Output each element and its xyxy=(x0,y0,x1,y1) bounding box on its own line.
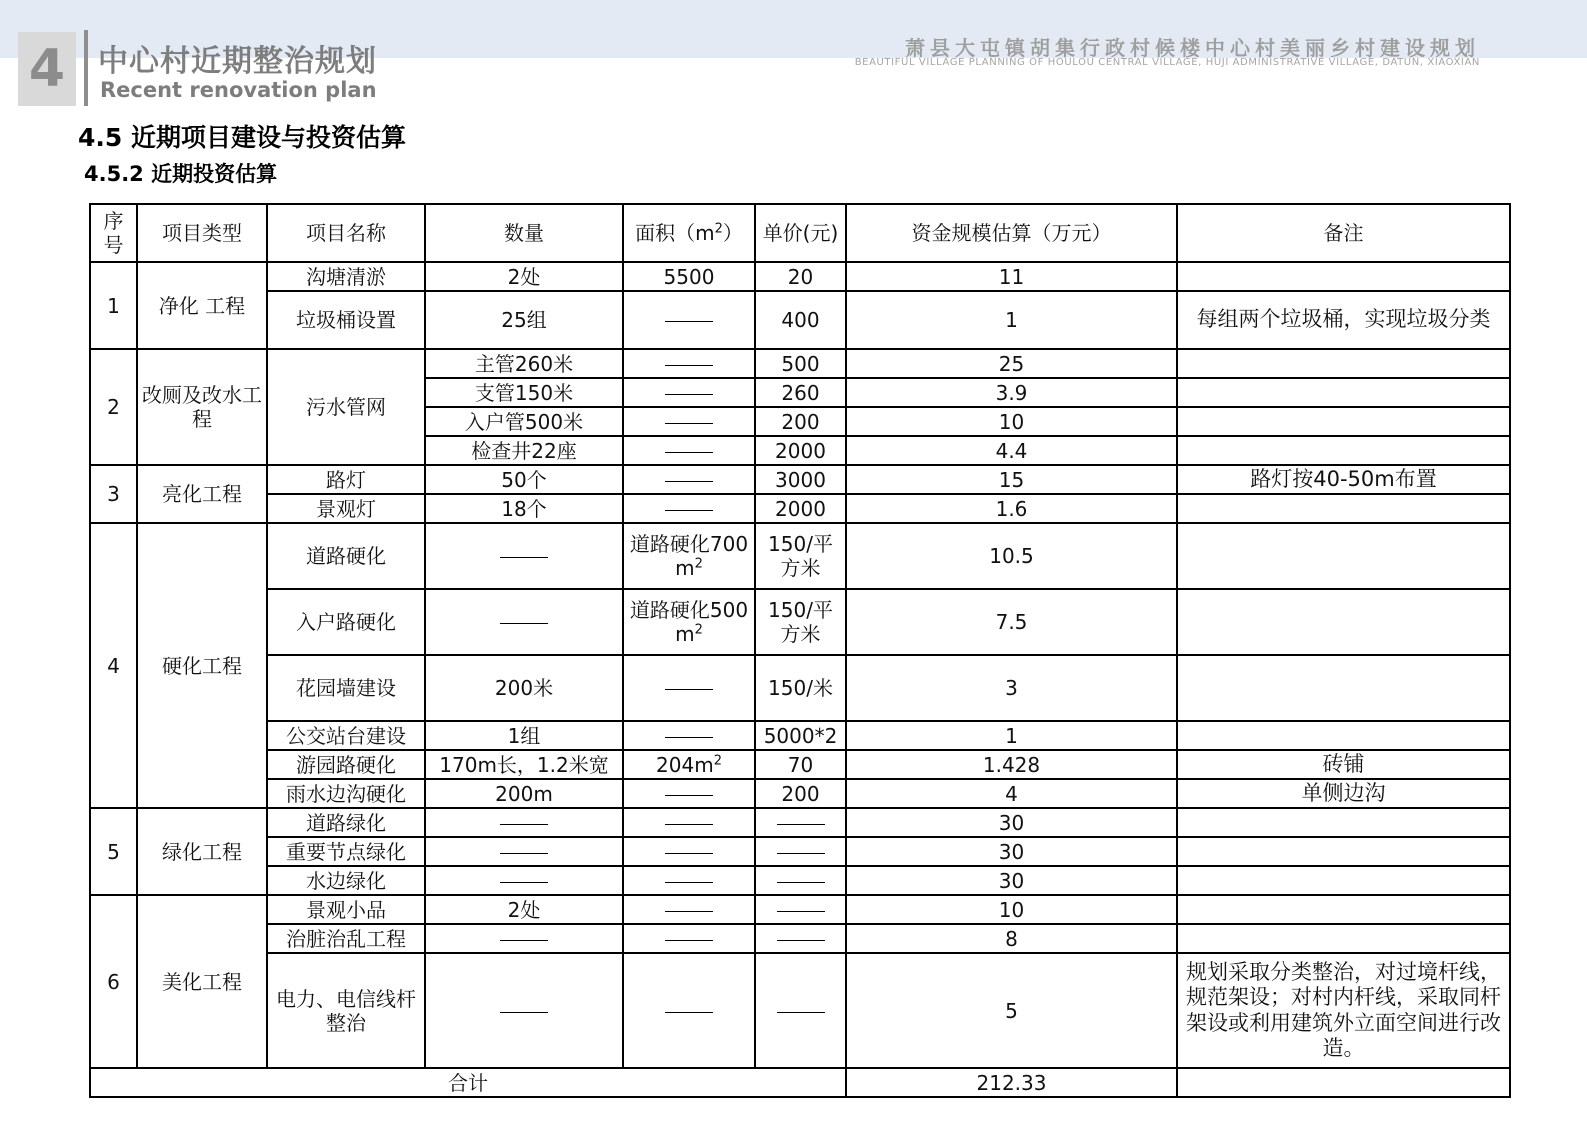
cell-fund: 5 xyxy=(846,953,1177,1068)
header-note: 备注 xyxy=(1177,204,1510,262)
cell-area-text xyxy=(665,381,713,405)
cell-note xyxy=(1177,837,1510,866)
cell-area-text xyxy=(665,927,713,951)
header-fund: 资金规模估算（万元） xyxy=(846,204,1177,262)
cell-fund: 7.5 xyxy=(846,589,1177,655)
empty-dash xyxy=(665,1012,713,1013)
cell-quantity: 入户管500米 xyxy=(425,407,623,436)
empty-dash xyxy=(500,824,548,825)
cell-name: 污水管网 xyxy=(267,349,425,465)
cell-price: 5000*2 xyxy=(755,721,846,750)
table-row xyxy=(90,953,1510,1068)
cell-area-text xyxy=(665,724,713,748)
cell-area xyxy=(623,407,755,436)
project-title: 萧县大屯镇胡集行政村候楼中心村美丽乡村建设规划 xyxy=(905,36,1480,60)
cell-name: 路灯 xyxy=(267,465,425,494)
cell-price: 70 xyxy=(755,750,846,779)
chapter-divider xyxy=(84,30,88,106)
cell-type: 亮化工程 xyxy=(137,465,267,523)
cell-quantity: 支管150米 xyxy=(425,378,623,407)
cell-area-sup: 2 xyxy=(694,622,703,638)
cell-note xyxy=(1177,808,1510,837)
cell-fund: 25 xyxy=(846,349,1177,378)
empty-dash xyxy=(777,853,825,854)
cell-name: 景观小品 xyxy=(267,895,425,924)
cell-price: 200 xyxy=(755,407,846,436)
cell-note xyxy=(1177,378,1510,407)
cell-note xyxy=(1177,523,1510,589)
empty-dash xyxy=(500,557,548,558)
empty-dash xyxy=(665,481,713,482)
header-seq: 序号 xyxy=(90,204,137,262)
cell-note: 每组两个垃圾桶，实现垃圾分类 xyxy=(1177,291,1510,349)
empty-dash xyxy=(777,911,825,912)
header-area xyxy=(623,204,755,262)
header-area-sup: 2 xyxy=(714,221,723,237)
cell-quantity xyxy=(425,924,623,953)
cell-name: 沟塘清淤 xyxy=(267,262,425,291)
empty-dash xyxy=(777,1012,825,1013)
cell-fund: 3 xyxy=(846,655,1177,721)
cell-area xyxy=(623,494,755,523)
cell-name: 公交站台建设 xyxy=(267,721,425,750)
cell-seq: 6 xyxy=(90,895,137,1068)
table-row xyxy=(90,808,1510,837)
cell-area-sup: 2 xyxy=(694,556,703,572)
cell-area-text xyxy=(665,811,713,835)
cell-note: 单侧边沟 xyxy=(1177,779,1510,808)
cell-type: 美化工程 xyxy=(137,895,267,1068)
empty-dash xyxy=(500,1012,548,1013)
cell-price xyxy=(755,924,846,953)
cell-area-text xyxy=(665,869,713,893)
cell-area xyxy=(623,262,755,291)
cell-name: 道路硬化 xyxy=(267,523,425,589)
empty-dash xyxy=(665,795,713,796)
cell-price xyxy=(755,808,846,837)
cell-price: 150/米 xyxy=(755,655,846,721)
cell-note xyxy=(1177,721,1510,750)
cell-area-text xyxy=(665,999,713,1023)
empty-dash xyxy=(665,940,713,941)
cell-note xyxy=(1177,407,1510,436)
cell-name: 雨水边沟硬化 xyxy=(267,779,425,808)
cell-area-text xyxy=(665,439,713,463)
cell-fund: 11 xyxy=(846,262,1177,291)
total-row xyxy=(90,1068,1510,1097)
empty-dash xyxy=(665,853,713,854)
empty-dash xyxy=(665,689,713,690)
cell-area xyxy=(623,291,755,349)
empty-dash xyxy=(777,824,825,825)
cell-quantity: 50个 xyxy=(425,465,623,494)
cell-price: 400 xyxy=(755,291,846,349)
cell-quantity: 1组 xyxy=(425,721,623,750)
cell-note xyxy=(1177,866,1510,895)
header-area-close: ） xyxy=(722,221,743,245)
cell-quantity: 主管260米 xyxy=(425,349,623,378)
cell-area xyxy=(623,866,755,895)
cell-price: 20 xyxy=(755,262,846,291)
cell-area xyxy=(623,750,755,779)
cell-type: 改厕及改水工程 xyxy=(137,349,267,465)
investment-table xyxy=(89,203,1511,1098)
table-row xyxy=(90,866,1510,895)
empty-dash xyxy=(500,853,548,854)
cell-note: 路灯按40-50m布置 xyxy=(1177,465,1510,494)
cell-seq: 3 xyxy=(90,465,137,523)
header-type: 项目类型 xyxy=(137,204,267,262)
cell-fund: 30 xyxy=(846,837,1177,866)
cell-quantity: 25组 xyxy=(425,291,623,349)
cell-price: 500 xyxy=(755,349,846,378)
cell-area xyxy=(623,779,755,808)
cell-seq: 1 xyxy=(90,262,137,349)
cell-area-sup: 2 xyxy=(713,752,722,768)
cell-fund: 10 xyxy=(846,895,1177,924)
cell-area xyxy=(623,436,755,465)
cell-price xyxy=(755,953,846,1068)
cell-area-text: 道路硬化500m xyxy=(629,598,749,646)
cell-price xyxy=(755,895,846,924)
cell-name: 入户路硬化 xyxy=(267,589,425,655)
cell-fund: 4 xyxy=(846,779,1177,808)
cell-note xyxy=(1177,436,1510,465)
table-row xyxy=(90,655,1510,721)
cell-quantity xyxy=(425,837,623,866)
cell-fund: 30 xyxy=(846,866,1177,895)
cell-name: 花园墙建设 xyxy=(267,655,425,721)
cell-fund: 1.6 xyxy=(846,494,1177,523)
cell-name: 景观灯 xyxy=(267,494,425,523)
cell-fund: 10 xyxy=(846,407,1177,436)
header-area-text: 面积（m xyxy=(635,221,715,245)
empty-dash xyxy=(500,882,548,883)
empty-dash xyxy=(665,394,713,395)
cell-note: 砖铺 xyxy=(1177,750,1510,779)
empty-dash xyxy=(665,321,713,322)
table-row xyxy=(90,589,1510,655)
cell-area xyxy=(623,523,755,589)
cell-price: 200 xyxy=(755,779,846,808)
header-row xyxy=(90,204,1510,262)
cell-area xyxy=(623,721,755,750)
cell-area-text xyxy=(665,308,713,332)
cell-area-text xyxy=(665,410,713,434)
cell-name: 水边绿化 xyxy=(267,866,425,895)
empty-dash xyxy=(665,452,713,453)
empty-dash xyxy=(665,510,713,511)
table-row xyxy=(90,465,1510,494)
cell-seq: 4 xyxy=(90,523,137,808)
cell-fund: 4.4 xyxy=(846,436,1177,465)
cell-area xyxy=(623,837,755,866)
cell-name: 游园路硬化 xyxy=(267,750,425,779)
cell-note xyxy=(1177,655,1510,721)
header-name: 项目名称 xyxy=(267,204,425,262)
empty-dash xyxy=(665,911,713,912)
cell-price: 150/平方米 xyxy=(755,523,846,589)
cell-price: 150/平方米 xyxy=(755,589,846,655)
cell-area xyxy=(623,589,755,655)
cell-area xyxy=(623,808,755,837)
cell-fund: 30 xyxy=(846,808,1177,837)
cell-type: 绿化工程 xyxy=(137,808,267,895)
empty-dash xyxy=(777,882,825,883)
cell-price: 2000 xyxy=(755,436,846,465)
table-row xyxy=(90,291,1510,349)
cell-area-text xyxy=(665,840,713,864)
cell-area-text xyxy=(665,898,713,922)
cell-quantity xyxy=(425,953,623,1068)
cell-area xyxy=(623,924,755,953)
cell-area xyxy=(623,655,755,721)
cell-area-text xyxy=(665,676,713,700)
cell-area-text: 道路硬化700m xyxy=(629,532,749,580)
cell-price: 2000 xyxy=(755,494,846,523)
cell-quantity: 170m长，1.2米宽 xyxy=(425,750,623,779)
cell-area-text: 204m xyxy=(656,752,714,777)
cell-note xyxy=(1177,895,1510,924)
cell-area-text xyxy=(665,468,713,492)
cell-quantity: 200米 xyxy=(425,655,623,721)
cell-fund: 1 xyxy=(846,291,1177,349)
cell-price xyxy=(755,837,846,866)
cell-name: 重要节点绿化 xyxy=(267,837,425,866)
cell-price xyxy=(755,866,846,895)
cell-quantity: 2处 xyxy=(425,262,623,291)
total-value: 212.33 xyxy=(846,1068,1177,1097)
cell-type: 硬化工程 xyxy=(137,523,267,808)
cell-quantity xyxy=(425,589,623,655)
empty-dash xyxy=(500,940,548,941)
cell-seq: 2 xyxy=(90,349,137,465)
cell-fund: 3.9 xyxy=(846,378,1177,407)
cell-area xyxy=(623,895,755,924)
table-row xyxy=(90,523,1510,589)
cell-seq: 5 xyxy=(90,808,137,895)
cell-name: 道路绿化 xyxy=(267,808,425,837)
cell-price: 3000 xyxy=(755,465,846,494)
table-row xyxy=(90,895,1510,924)
cell-note xyxy=(1177,924,1510,953)
cell-name: 垃圾桶设置 xyxy=(267,291,425,349)
cell-name: 电力、电信线杆整治 xyxy=(267,953,425,1068)
empty-dash xyxy=(665,365,713,366)
header-price: 单价(元) xyxy=(755,204,846,262)
cell-quantity: 18个 xyxy=(425,494,623,523)
cell-fund: 10.5 xyxy=(846,523,1177,589)
cell-fund: 8 xyxy=(846,924,1177,953)
chapter-title: 中心村近期整治规划 xyxy=(98,44,377,79)
cell-quantity xyxy=(425,866,623,895)
cell-area-text xyxy=(665,782,713,806)
empty-dash xyxy=(665,737,713,738)
cell-fund: 15 xyxy=(846,465,1177,494)
cell-price: 260 xyxy=(755,378,846,407)
cell-area-text: 5500 xyxy=(663,264,715,289)
table-row xyxy=(90,924,1510,953)
cell-name: 治脏治乱工程 xyxy=(267,924,425,953)
table-row xyxy=(90,494,1510,523)
header-quantity: 数量 xyxy=(425,204,623,262)
cell-type: 净化 工程 xyxy=(137,262,267,349)
table-row xyxy=(90,349,1510,378)
cell-fund: 1.428 xyxy=(846,750,1177,779)
project-subtitle: BEAUTIFUL VILLAGE PLANNING OF HOULOU CENTRAL VILLAGE, HUJI ADMINISTRATIVE VILLAGE, DATUN, XIAOXIAN xyxy=(854,57,1480,68)
cell-note xyxy=(1177,589,1510,655)
table-row xyxy=(90,750,1510,779)
table-row xyxy=(90,837,1510,866)
table-row xyxy=(90,721,1510,750)
table-row xyxy=(90,262,1510,291)
chapter-number: 4 xyxy=(18,32,76,106)
empty-dash xyxy=(500,623,548,624)
cell-fund: 1 xyxy=(846,721,1177,750)
cell-quantity xyxy=(425,523,623,589)
total-note xyxy=(1177,1068,1510,1097)
cell-area-text xyxy=(665,497,713,521)
cell-area-text xyxy=(665,352,713,376)
total-label: 合计 xyxy=(90,1068,846,1097)
section-heading: 4.5 近期项目建设与投资估算 xyxy=(78,123,406,152)
cell-note xyxy=(1177,349,1510,378)
cell-area xyxy=(623,953,755,1068)
cell-area xyxy=(623,378,755,407)
empty-dash xyxy=(665,882,713,883)
cell-quantity: 检查井22座 xyxy=(425,436,623,465)
cell-area xyxy=(623,349,755,378)
cell-note: 规划采取分类整治，对过境杆线，规范架设；对村内杆线，采取同杆架设或利用建筑外立面空间进行改造。 xyxy=(1177,953,1510,1068)
empty-dash xyxy=(665,423,713,424)
section-subheading: 4.5.2 近期投资估算 xyxy=(84,162,278,186)
cell-area xyxy=(623,465,755,494)
chapter-subtitle: Recent renovation plan xyxy=(100,78,377,102)
empty-dash xyxy=(665,824,713,825)
cell-quantity xyxy=(425,808,623,837)
cell-note xyxy=(1177,262,1510,291)
table-row xyxy=(90,779,1510,808)
cell-note xyxy=(1177,494,1510,523)
cell-quantity: 200m xyxy=(425,779,623,808)
cell-quantity: 2处 xyxy=(425,895,623,924)
empty-dash xyxy=(777,940,825,941)
